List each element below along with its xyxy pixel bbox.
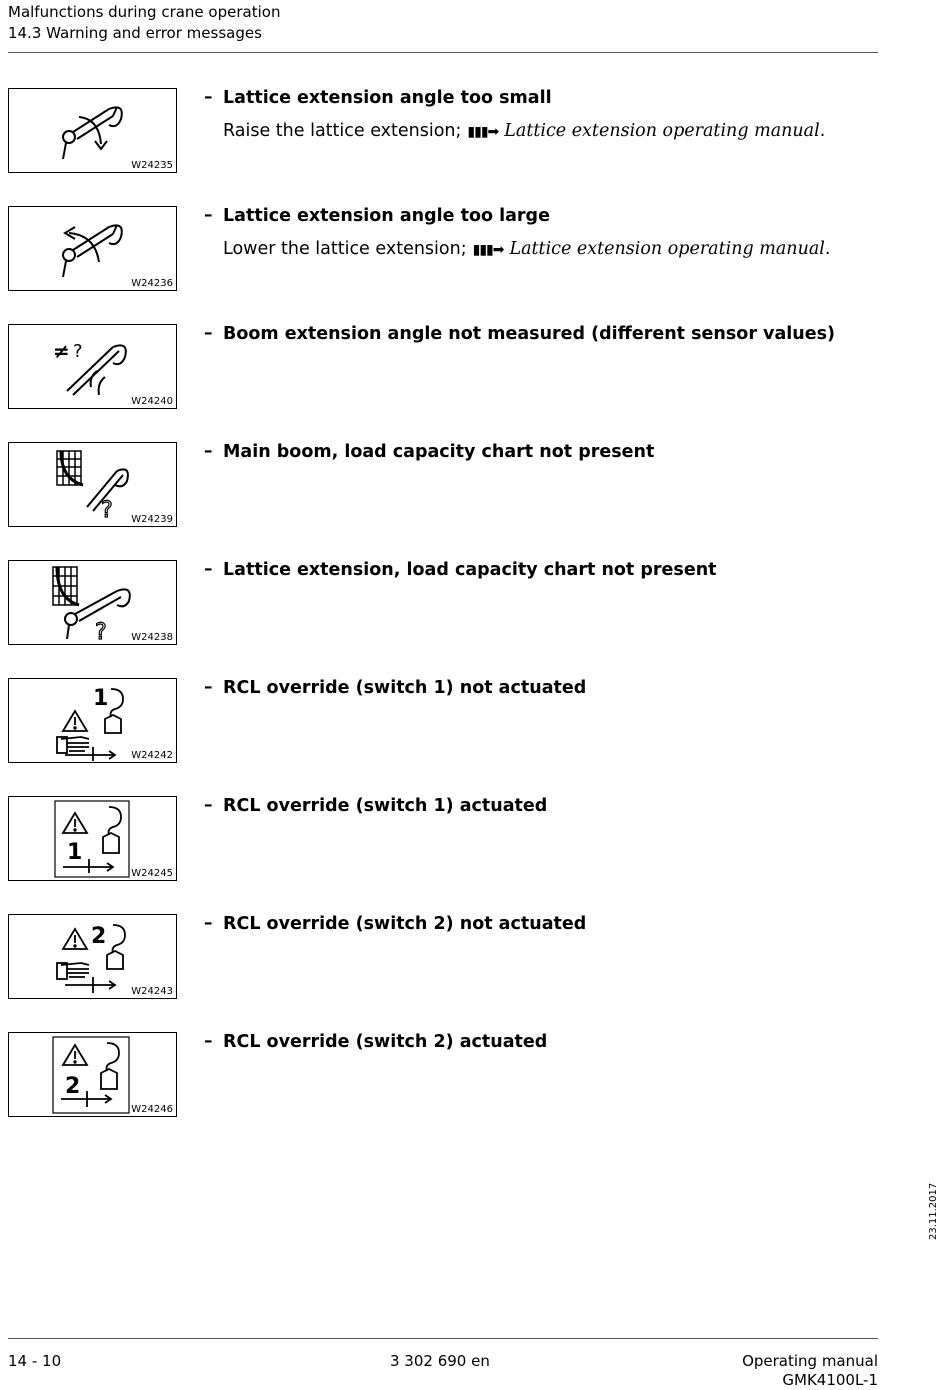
page-number: 14 - 10 [8, 1352, 62, 1370]
message-title: Lattice extension angle too small [223, 88, 552, 108]
symbol-box [8, 442, 177, 527]
switch-number: 2 [65, 1074, 81, 1099]
message-title: Main boom, load capacity chart not present [223, 442, 655, 462]
document-number: 3 302 690 en [390, 1352, 490, 1370]
symbol-box [8, 324, 177, 409]
bullet-dash: – [204, 1031, 213, 1051]
symbol-box [8, 914, 177, 999]
switch-number: 1 [93, 686, 109, 711]
symbol-box [8, 560, 177, 645]
reference-arrow-icon: ▮▮▮➡ [472, 242, 504, 258]
bullet-dash: – [204, 87, 213, 107]
side-date: 23.11.2017 [928, 1182, 939, 1240]
message-description [223, 239, 830, 259]
description-end: . [824, 239, 831, 259]
manual-reference: Lattice extension operating manual [509, 239, 825, 259]
message-entry [8, 442, 878, 528]
message-description [223, 121, 825, 141]
bullet-dash: – [204, 205, 213, 225]
symbol-box [8, 1032, 177, 1117]
message-title: RCL override (switch 1) actuated [223, 796, 548, 816]
symbol-code: W24238 [131, 632, 173, 643]
message-title: RCL override (switch 2) actuated [223, 1032, 548, 1052]
bullet-dash: – [204, 913, 213, 933]
footer-rule [8, 1338, 878, 1339]
symbol-box [8, 796, 177, 881]
message-entry [8, 88, 878, 174]
message-entry [8, 560, 878, 646]
message-title: RCL override (switch 2) not actuated [223, 914, 587, 934]
manual-reference: Lattice extension operating manual [504, 121, 820, 141]
symbol-box [8, 206, 177, 291]
header-rule [8, 52, 878, 53]
bullet-dash: – [204, 677, 213, 697]
message-title: Boom extension angle not measured (different sensor values) [223, 324, 835, 344]
chapter-title: Malfunctions during crane operation [8, 3, 281, 21]
description-end: . [819, 121, 826, 141]
symbol-code: W24243 [131, 986, 173, 997]
symbol-box [8, 678, 177, 763]
message-title: RCL override (switch 1) not actuated [223, 678, 587, 698]
message-title: Lattice extension, load capacity chart not present [223, 560, 717, 580]
section-title: 14.3 Warning and error messages [8, 24, 262, 42]
bullet-dash: – [204, 559, 213, 579]
symbol-code: W24246 [131, 1104, 173, 1115]
switch-number: 1 [67, 840, 83, 865]
description-text: Lower the lattice extension; [223, 239, 467, 259]
manual-model: GMK4100L-1 [782, 1371, 878, 1389]
svg-text:?: ? [101, 498, 113, 523]
message-entry [8, 914, 878, 1000]
symbol-code: W24236 [131, 278, 173, 289]
symbol-code: W24235 [131, 160, 173, 171]
description-text: Raise the lattice extension; [223, 121, 462, 141]
message-entry [8, 324, 878, 410]
manual-title: Operating manual [742, 1352, 878, 1370]
message-entry [8, 206, 878, 292]
message-entry [8, 1032, 878, 1118]
bullet-dash: – [204, 795, 213, 815]
symbol-code: W24240 [131, 396, 173, 407]
svg-text:?: ? [95, 620, 107, 644]
svg-text:?: ? [73, 341, 83, 362]
message-entry [8, 678, 878, 764]
message-title: Lattice extension angle too large [223, 206, 550, 226]
symbol-code: W24245 [131, 868, 173, 879]
symbol-code: W24242 [131, 750, 173, 761]
switch-number: 2 [91, 924, 107, 949]
symbol-code: W24239 [131, 514, 173, 525]
reference-arrow-icon: ▮▮▮➡ [467, 124, 499, 140]
svg-text:≠: ≠ [53, 339, 70, 363]
symbol-box [8, 88, 177, 173]
bullet-dash: – [204, 323, 213, 343]
message-entry [8, 796, 878, 882]
bullet-dash: – [204, 441, 213, 461]
